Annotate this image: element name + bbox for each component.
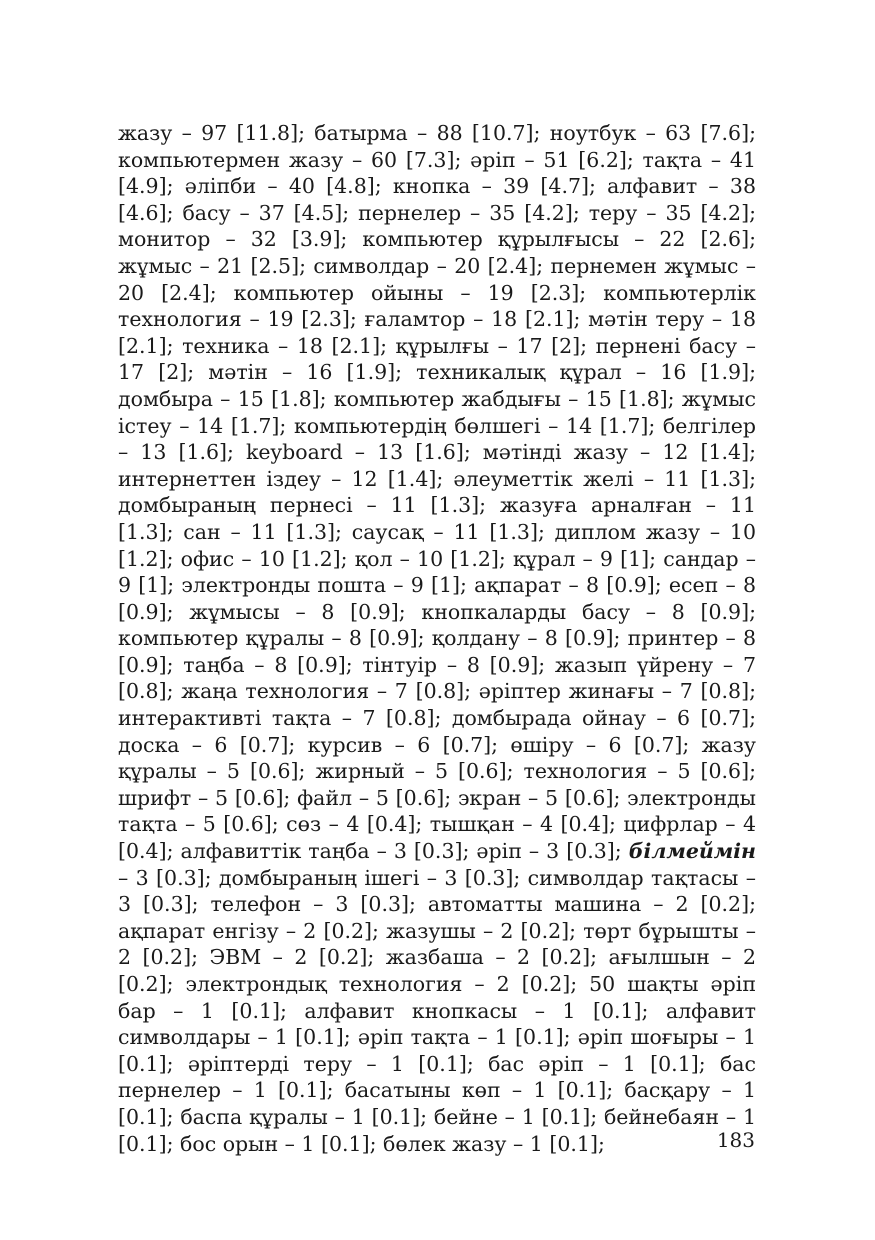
page-number: 183 — [716, 1128, 755, 1152]
body-paragraph — [118, 120, 756, 1157]
paragraph-text-before: жазу – 97 [11.8]; батырма – 88 [10.7]; ноутбук – 63 [7.6]; компьютермен жазу – 60 [7.3]; әріп – 51 [6.2]; тақта – 41 [4.9]; әліпби – 40 [4.8]; кнопка – 39 [4.7]; алфавит – 38 [4.6]; басу – 37 [4.5]; пернелер – 35 [4.2]; теру – 35 [4.2]; монитор – 32 [3.9]; компьютер құрылғысы – 22 [2.6]; жұмыс – 21 [2.5]; символдар – 20 [2.4]; пернемен жұмыс – 20 [2.4]; компьютер ойыны – 19 [2.3]; компьютерлік технология – 19 [2.3]; ғаламтор – 18 [2.1]; мәтін теру – 18 [2.1]; техника – 18 [2.1]; құрылғы – 17 [2]; пернені басу – 17 [2]; мәтін – 16 [1.9]; техникалық құрал – 16 [1.9]; домбыра – 15 [1.8]; компьютер жабдығы – 15 [1.8]; жұмыс істеу – 14 [1.7]; компьютердің бөлшегі – 14 [1.7]; белгілер – 13 [1.6]; keyboard – 13 [1.6]; мәтінді жазу – 12 [1.4]; интернеттен іздеу – 12 [1.4]; әлеуметтік желі – 11 [1.3]; домбыраның пернесі – 11 [1.3]; жазуға арналған – 11 [1.3]; сан – 11 [1.3]; саусақ – 11 [1.3]; диплом жазу – 10 [1.2]; офис – 10 [1.2]; қол – 10 [1.2]; құрал – 9 [1]; сандар – 9 [1]; электронды пошта – 9 [1]; ақпарат – 8 [0.9]; есеп – 8 [0.9]; жұмысы – 8 [0.9]; кнопкаларды басу – 8 [0.9]; компьютер құралы – 8 [0.9]; қолдану – 8 [0.9]; принтер – 8 [0.9]; таңба – 8 [0.9]; тінтуір – 8 [0.9]; жазып үйрену – 7 [0.8]; жаңа технология – 7 [0.8]; әріптер жинағы – 7 [0.8]; интерактивті тақта – 7 [0.8]; домбырада ойнау – 6 [0.7]; доска – 6 [0.7]; курсив – 6 [0.7]; өшіру – 6 [0.7]; жазу құралы – 5 [0.6]; жирный – 5 [0.6]; технология – 5 [0.6]; шрифт – 5 [0.6]; файл – 5 [0.6]; экран – 5 [0.6]; электронды тақта – 5 [0.6]; сөз – 4 [0.4]; тышқан – 4 [0.4]; цифрлар – 4 [0.4]; алфавиттік таңба – 3 [0.3]; әріп – 3 [0.3]; — [118, 121, 756, 864]
emphasized-word: білмеймін — [628, 839, 756, 864]
paragraph-text-after: – 3 [0.3]; домбыраның ішегі – 3 [0.3]; символдар тақтасы – 3 [0.3]; телефон – 3 [0.3]; автоматты машина – 2 [0.2]; ақпарат енгізу – 2 [0.2]; жазушы – 2 [0.2]; төрт бұрышты – 2 [0.2]; ЭВМ – 2 [0.2]; жазбаша – 2 [0.2]; ағылшын – 2 [0.2]; электрондық технология – 2 [0.2]; 50 шақты әріп бар – 1 [0.1]; алфавит кнопкасы – 1 [0.1]; алфавит символдары – 1 [0.1]; әріп тақта – 1 [0.1]; әріп шоғыры – 1 [0.1]; әріптерді теру – 1 [0.1]; бас әріп – 1 [0.1]; бас пернелер – 1 [0.1]; басатыны көп – 1 [0.1]; басқару – 1 [0.1]; баспа құралы – 1 [0.1]; бейне – 1 [0.1]; бейнебаян – 1 [0.1]; бос орын – 1 [0.1]; бөлек жазу – 1 [0.1]; — [118, 865, 756, 1156]
